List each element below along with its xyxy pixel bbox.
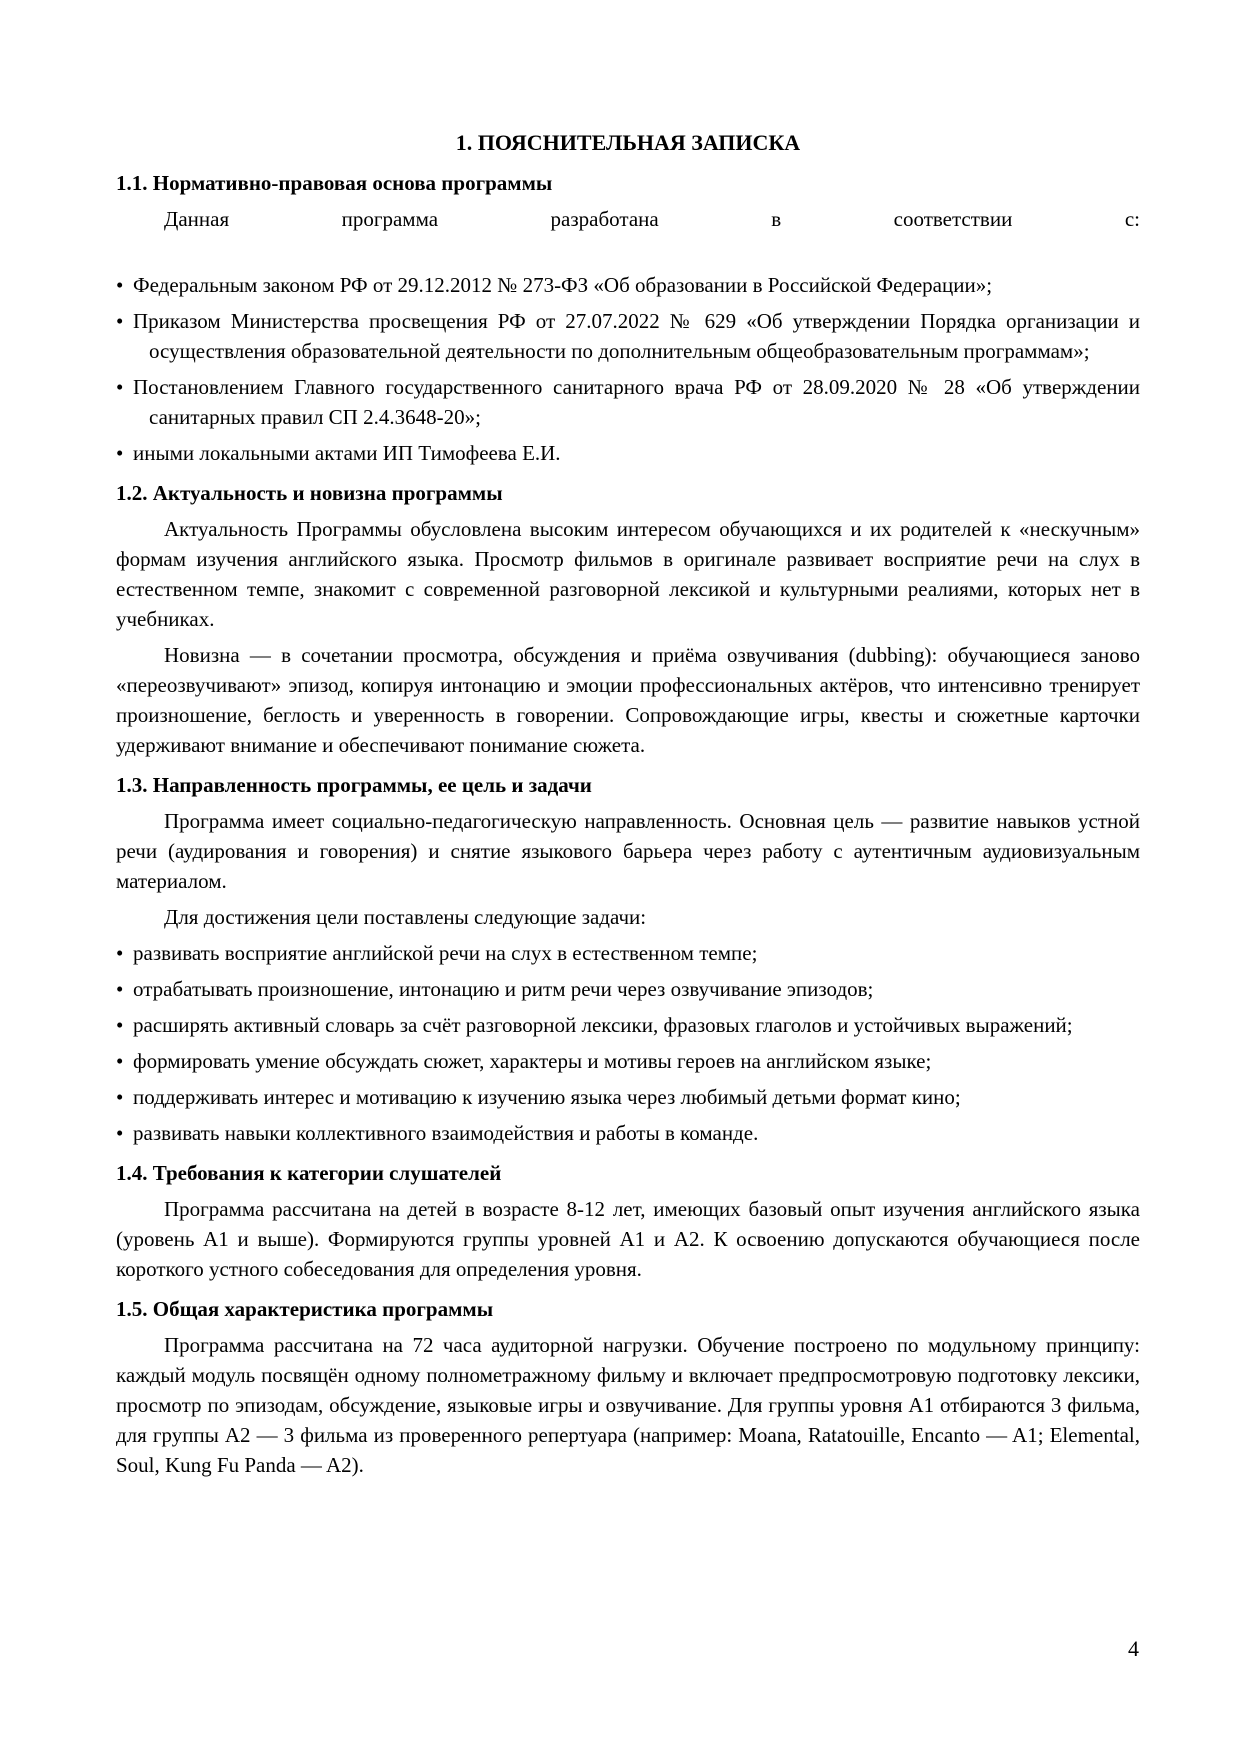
section-heading-1-1: 1.1. Нормативно-правовая основа программы [116, 171, 553, 195]
list-item: • развивать восприятие английской речи на слух в естественном темпе; [116, 938, 1140, 968]
section-heading-1-5: 1.5. Общая характеристика программы [116, 1297, 494, 1321]
bullet-icon: • [116, 273, 124, 297]
paragraph: Новизна — в сочетании просмотра, обсуждения и приёма озвучивания (dubbing): обучающиеся заново «переозвучивают» эпизод, копируя интонацию и эмоции профессиональных актёров, что интенсивно тренирует произношение, беглость и уверенность в говорении. Сопровождающие игры, квесты и сюжетные карточки удерживают внимание и обеспечивают понимание сюжета. [116, 643, 1140, 757]
section-1-1-intro: Данная программа разработана в соответствии с: [164, 207, 1140, 231]
section-heading-1-2: 1.2. Актуальность и новизна программы [116, 481, 503, 505]
bullet-icon: • [116, 977, 124, 1001]
paragraph: Программа рассчитана на детей в возрасте 8-12 лет, имеющих базовый опыт изучения английского языка (уровень A1 и выше). Формируются группы уровней A1 и A2. К освоению допускаются обучающиеся после короткого устного собеседования для определения уровня. [116, 1197, 1140, 1281]
list-item: • формировать умение обсуждать сюжет, характеры и мотивы героев на английском языке; [116, 1046, 1140, 1076]
list-item: • Приказом Министерства просвещения РФ от 27.07.2022 № 629 «Об утверждении Порядка организации и осуществления образовательной деятельности по дополнительным общеобразовательным программам»; [116, 306, 1140, 366]
paragraph: Для достижения цели поставлены следующие задачи: [164, 905, 647, 929]
list-item: • Постановлением Главного государственного санитарного врача РФ от 28.09.2020 № 28 «Об утверждении санитарных правил СП 2.4.3648-20»; [116, 372, 1140, 432]
document-title: 1. ПОЯСНИТЕЛЬНАЯ ЗАПИСКА [455, 130, 801, 155]
list-item: • развивать навыки коллективного взаимодействия и работы в команде. [116, 1118, 1140, 1148]
section-heading-1-3: 1.3. Направленность программы, ее цель и задачи [116, 773, 592, 797]
page-number: 4 [1128, 1636, 1139, 1661]
bullet-icon: • [116, 309, 124, 333]
document-page [116, 116, 1140, 1486]
list-item: • иными локальными актами ИП Тимофеева Е.И. [116, 438, 1140, 468]
list-item: • расширять активный словарь за счёт разговорной лексики, фразовых глаголов и устойчивых выражений; [116, 1010, 1140, 1040]
list-item: • Федеральным законом РФ от 29.12.2012 № 273-ФЗ «Об образовании в Российской Федерации»; [116, 270, 1140, 300]
paragraph: Программа рассчитана на 72 часа аудиторной нагрузки. Обучение построено по модульному принципу: каждый модуль посвящён одному полнометражному фильму и включает предпросмотровую подготовку лексики, просмотр по эпизодам, обсуждение, языковые игры и озвучивание. Для группы уровня A1 отбираются 3 фильма, для группы A2 — 3 фильма из проверенного репертуара (например: Moana, Ratatouille, Encanto — A1; Elemental, Soul, Kung Fu Panda — A2). [116, 1333, 1140, 1477]
section-heading-1-4: 1.4. Требования к категории слушателей [116, 1161, 502, 1185]
bullet-icon: • [116, 941, 124, 965]
paragraph: Программа имеет социально-педагогическую направленность. Основная цель — развитие навыков устной речи (аудирования и говорения) и снятие языкового барьера через работу с аутентичным аудиовизуальным материалом. [116, 809, 1140, 893]
bullet-icon: • [116, 1049, 124, 1073]
paragraph: Актуальность Программы обусловлена высоким интересом обучающихся и их родителей к «нескучным» формам изучения английского языка. Просмотр фильмов в оригинале развивает восприятие речи на слух в естественном темпе, знакомит с современной разговорной лексикой и культурными реалиями, которых нет в учебниках. [116, 517, 1140, 631]
list-item: • отрабатывать произношение, интонацию и ритм речи через озвучивание эпизодов; [116, 974, 1140, 1004]
bullet-icon: • [116, 1121, 124, 1145]
list-item: • поддерживать интерес и мотивацию к изучению языка через любимый детьми формат кино; [116, 1082, 1140, 1112]
bullet-icon: • [116, 441, 124, 465]
bullet-icon: • [116, 1085, 124, 1109]
bullet-icon: • [116, 375, 124, 399]
bullet-icon: • [116, 1013, 124, 1037]
